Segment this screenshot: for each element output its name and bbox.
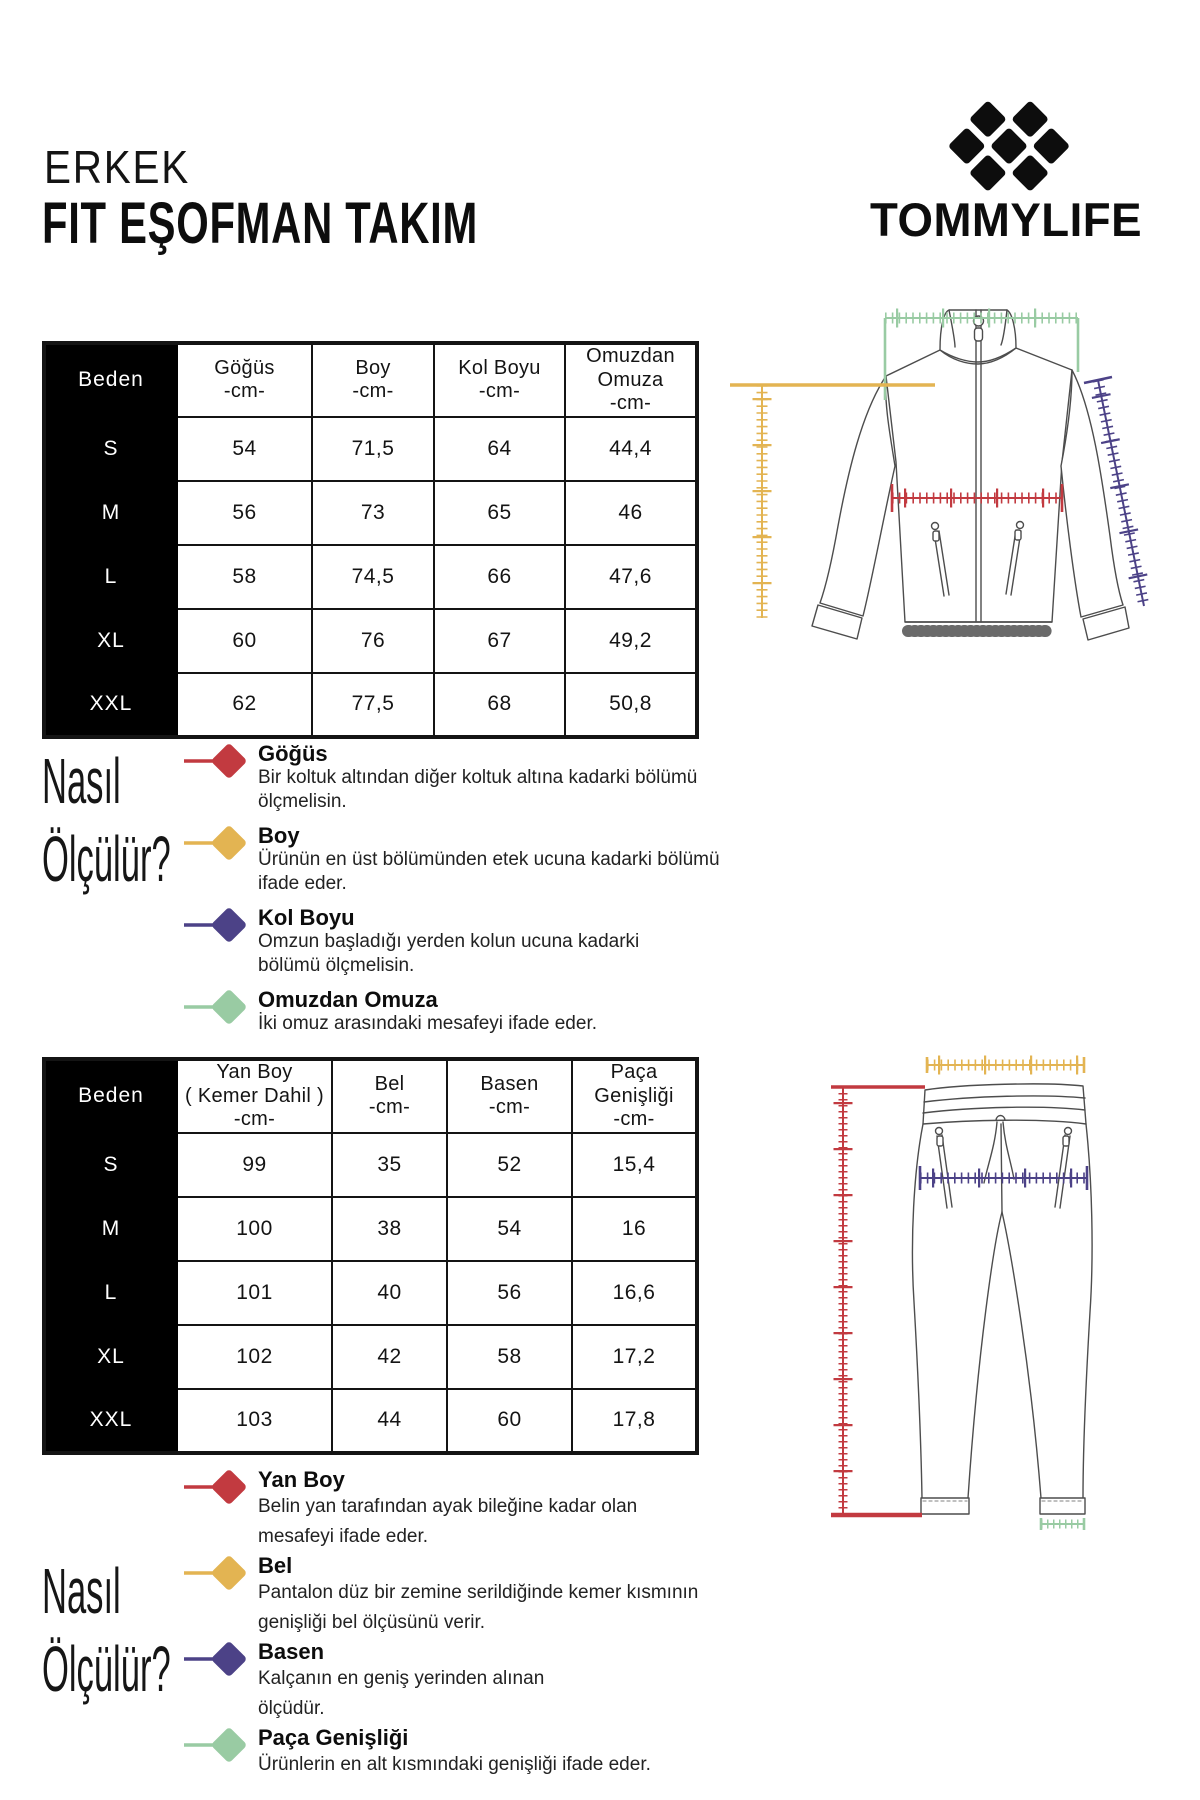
size-cell: XL — [44, 609, 177, 673]
jacket-drawing — [812, 310, 1129, 640]
table-cell: 54 — [177, 417, 312, 481]
table-cell: 58 — [177, 545, 312, 609]
how-to-measure-heading — [42, 1552, 171, 1708]
legend-item — [182, 742, 720, 814]
size-cell: XXL — [44, 1389, 177, 1453]
table-row — [44, 1197, 697, 1261]
size-cell: S — [44, 1133, 177, 1197]
table-cell: 67 — [434, 609, 565, 673]
heading-line1: Nasıl — [42, 1555, 121, 1627]
legend-item — [182, 988, 720, 1036]
legend-term: Omuzdan Omuza — [258, 987, 438, 1012]
column-header: Kol Boyu -cm- — [434, 343, 565, 417]
heading-line2: Ölçülür? — [42, 1633, 171, 1706]
how-to-measure-heading — [42, 742, 171, 898]
table-cell: 100 — [177, 1197, 332, 1261]
table-row — [44, 481, 697, 545]
legend-term: Boy — [258, 823, 300, 848]
table-row — [44, 1389, 697, 1453]
table-cell: 35 — [332, 1133, 447, 1197]
table-header-row — [44, 343, 697, 417]
diamond-marker-icon — [182, 1726, 248, 1764]
brand-logo-diamonds-icon — [938, 100, 1080, 196]
column-header: Omuzdan Omuza -cm- — [565, 343, 697, 417]
jacket-illustration — [700, 280, 1160, 652]
table-cell: 50,8 — [565, 673, 697, 737]
size-cell: S — [44, 417, 177, 481]
table-cell: 44,4 — [565, 417, 697, 481]
table-cell: 71,5 — [312, 417, 434, 481]
diamond-marker-icon — [182, 1640, 248, 1678]
legend-term: Yan Boy — [258, 1467, 345, 1492]
page-title-line2: FIT EŞOFMAN TAKIM — [42, 191, 478, 256]
legend-item — [182, 906, 720, 978]
table-cell: 74,5 — [312, 545, 434, 609]
size-cell: M — [44, 1197, 177, 1261]
legend-description: Omzun başladığı yerden kolun ucuna kadarki bölümü ölçmelisin. — [258, 931, 640, 976]
heading-line1: Nasıl — [42, 745, 121, 817]
table-cell: 54 — [447, 1197, 572, 1261]
table-cell: 60 — [447, 1389, 572, 1453]
table-row — [44, 1325, 697, 1389]
column-header: Bel -cm- — [332, 1059, 447, 1133]
column-header: Göğüs -cm- — [177, 343, 312, 417]
table-cell: 15,4 — [572, 1133, 697, 1197]
legend-item — [182, 824, 720, 896]
diamond-marker-icon — [182, 824, 248, 862]
hip-tape — [920, 1166, 1087, 1190]
table-header-row — [44, 1059, 697, 1133]
legend-term: Göğüs — [258, 741, 328, 766]
table-cell: 49,2 — [565, 609, 697, 673]
diamond-marker-icon — [182, 1468, 248, 1506]
table-cell: 42 — [332, 1325, 447, 1389]
pants-measure-legend — [182, 1468, 698, 1782]
diamond-marker-icon — [182, 988, 248, 1026]
pants-size-table — [42, 1057, 699, 1455]
column-header: Basen -cm- — [447, 1059, 572, 1133]
legend-term: Bel — [258, 1553, 293, 1578]
table-cell: 77,5 — [312, 673, 434, 737]
column-header: Boy -cm- — [312, 343, 434, 417]
table-cell: 44 — [332, 1389, 447, 1453]
table-cell: 60 — [177, 609, 312, 673]
diamond-marker-icon — [182, 742, 248, 780]
legend-description: Pantalon düz bir zemine serildiğinde kemer kısmının genişliği bel ölçüsünü verir. — [258, 1582, 699, 1633]
legend-term: Kol Boyu — [258, 905, 355, 930]
heading-line2: Ölçülür? — [42, 823, 171, 896]
side-length-tape — [831, 1087, 925, 1515]
table-cell: 56 — [447, 1261, 572, 1325]
size-cell: XXL — [44, 673, 177, 737]
legend-term: Basen — [258, 1639, 325, 1664]
table-cell: 73 — [312, 481, 434, 545]
table-row — [44, 545, 697, 609]
size-cell: M — [44, 481, 177, 545]
diamond-marker-icon — [182, 906, 248, 944]
pants-drawing — [912, 1084, 1092, 1514]
table-row — [44, 609, 697, 673]
table-cell: 17,2 — [572, 1325, 697, 1389]
table-row — [44, 417, 697, 481]
waist-tape — [927, 1057, 1084, 1073]
legend-description: Ürünün en üst bölümünden etek ucuna kadarki bölümü ifade eder. — [258, 849, 720, 894]
hem-width-tape — [1041, 1518, 1084, 1530]
table-cell: 64 — [434, 417, 565, 481]
size-cell: L — [44, 545, 177, 609]
table-cell: 16,6 — [572, 1261, 697, 1325]
table-cell: 102 — [177, 1325, 332, 1389]
table-cell: 46 — [565, 481, 697, 545]
legend-item — [182, 1640, 698, 1724]
table-cell: 68 — [434, 673, 565, 737]
legend-description: Belin yan tarafından ayak bileğine kadar olan mesafeyi ifade eder. — [258, 1496, 638, 1547]
column-header: Yan Boy ( Kemer Dahil ) -cm- — [177, 1059, 332, 1133]
table-cell: 16 — [572, 1197, 697, 1261]
table-cell: 17,8 — [572, 1389, 697, 1453]
table-row — [44, 1261, 697, 1325]
table-cell: 66 — [434, 545, 565, 609]
legend-item — [182, 1726, 698, 1780]
legend-description: Ürünlerin en alt kısmındaki genişliği ifade eder. — [258, 1754, 651, 1775]
table-cell: 101 — [177, 1261, 332, 1325]
legend-item — [182, 1468, 698, 1552]
table-cell: 52 — [447, 1133, 572, 1197]
legend-term: Paça Genişliği — [258, 1725, 409, 1750]
table-row — [44, 673, 697, 737]
size-cell: L — [44, 1261, 177, 1325]
jacket-measure-legend — [182, 742, 720, 1046]
table-cell: 56 — [177, 481, 312, 545]
size-column-header: Beden — [44, 1059, 177, 1133]
table-cell: 38 — [332, 1197, 447, 1261]
diamond-marker-icon — [182, 1554, 248, 1592]
pants-illustration — [700, 1040, 1160, 1660]
legend-description: Bir koltuk altından diğer koltuk altına kadarki bölümü ölçmelisin. — [258, 767, 698, 812]
table-cell: 47,6 — [565, 545, 697, 609]
size-column-header: Beden — [44, 343, 177, 417]
table-cell: 58 — [447, 1325, 572, 1389]
brand-logo-text: TOMMYLIFE — [870, 193, 1142, 246]
legend-description: Kalçanın en geniş yerinden alınan ölçüdür. — [258, 1668, 545, 1719]
page-title-line1: ERKEK — [44, 141, 191, 193]
table-cell: 103 — [177, 1389, 332, 1453]
table-cell: 40 — [332, 1261, 447, 1325]
size-cell: XL — [44, 1325, 177, 1389]
legend-description: İki omuz arasındaki mesafeyi ifade eder. — [258, 1013, 598, 1034]
jacket-size-table — [42, 341, 699, 739]
column-header: Paça Genişliği -cm- — [572, 1059, 697, 1133]
table-cell: 62 — [177, 673, 312, 737]
table-row — [44, 1133, 697, 1197]
legend-item — [182, 1554, 698, 1638]
table-cell: 76 — [312, 609, 434, 673]
table-cell: 65 — [434, 481, 565, 545]
table-cell: 99 — [177, 1133, 332, 1197]
